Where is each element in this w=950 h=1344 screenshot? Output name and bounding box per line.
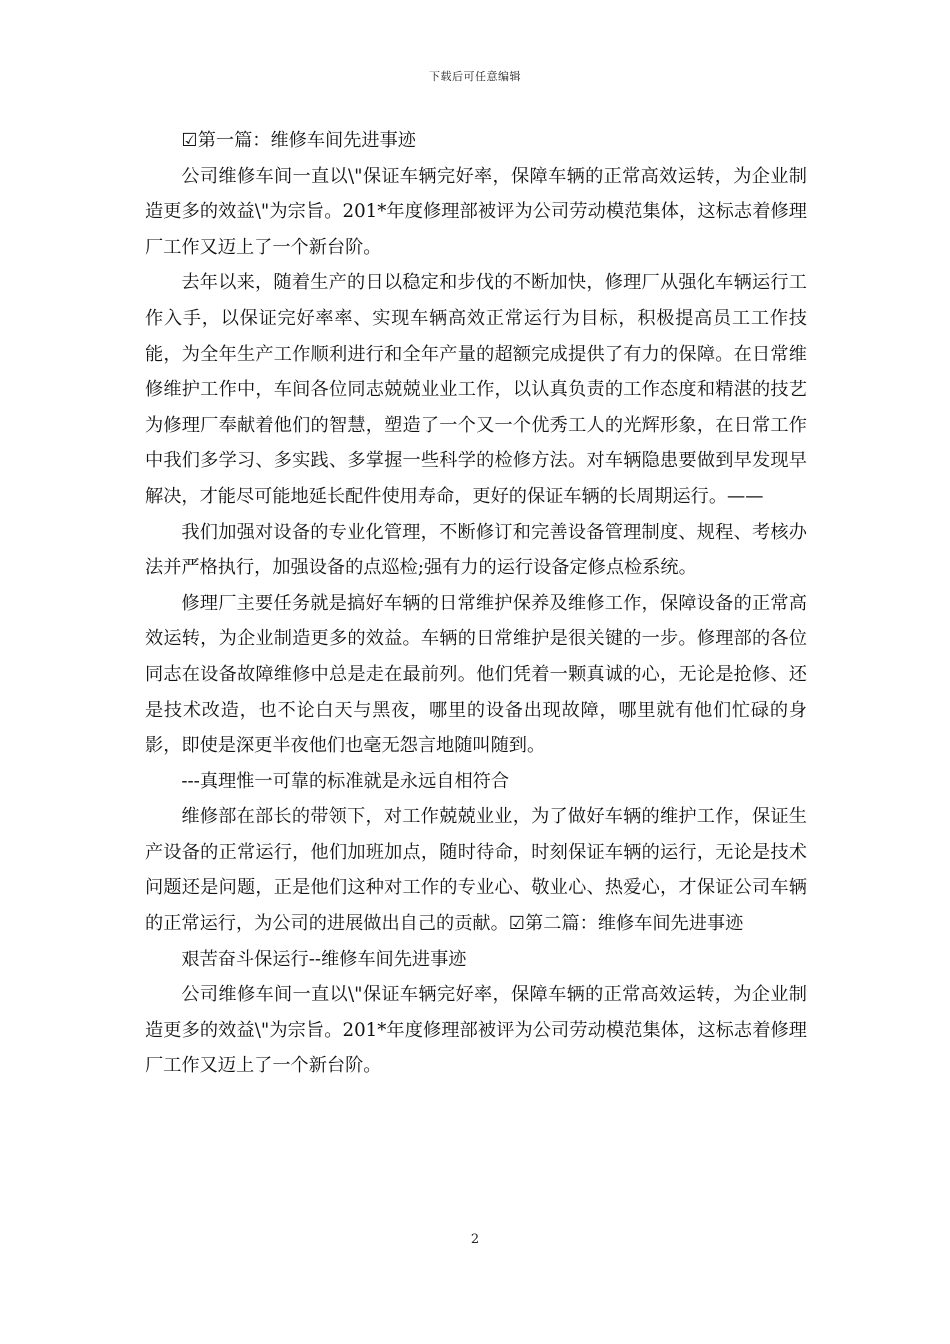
- paragraph: 修理厂主要任务就是搞好车辆的日常维护保养及维修工作，保障设备的正常高效运转，为企业制造更多的效益。车辆的日常维护是很关键的一步。修理部的各位同志在设备故障维修中总是走在最前列。他们凭着一颗真诚的心，无论是抢修、还是技术改造，也不论白天与黑夜，哪里的设备出现故障，哪里就有他们忙碌的身影，即使是深更半夜他们也毫无怨言地随叫随到。: [145, 592, 807, 757]
- paragraph: 维修部在部长的带领下，对工作兢兢业业，为了做好车辆的维护工作，保证生产设备的正常运行，他们加班加点，随时待命，时刻保证车辆的运行，无论是技术问题还是问题，正是他们这种对工作的专业心、敬业心、热爱心，才保证公司车辆的正常运行，为公司的进展做出自己的贡献。☑第二篇：维修车间先进事迹: [145, 806, 807, 935]
- paragraph: 去年以来，随着生产的日以稳定和步伐的不断加快，修理厂从强化车辆运行工作入手，以保证完好率率、实现车辆高效正常运行为目标，积极提高员工工作技能，为全年生产工作顺利进行和全年产量的超额完成提供了有力的保障。在日常维修维护工作中，车间各位同志兢兢业业工作，以认真负责的工作态度和精湛的技艺为修理厂奉献着他们的智慧，塑造了一个又一个优秀工人的光辉形象，在日常工作中我们多学习、多实践、多掌握一些科学的检修方法。对车辆隐患要做到早发现早解决，才能尽可能地延长配件使用寿命，更好的保证车辆的长周期运行。——: [145, 272, 807, 507]
- quote-line: ---真理惟一可靠的标准就是永远自相符合: [181, 770, 510, 792]
- page-number: 2: [470, 1232, 480, 1247]
- document-body: [145, 123, 807, 1084]
- section-title-1: ☑第一篇：维修车间先进事迹: [181, 130, 416, 151]
- page-header: 下载后可任意编辑: [429, 70, 521, 83]
- paragraph: 公司维修车间一直以\"保证车辆完好率，保障车辆的正常高效运转，为企业制造更多的效益\"为宗旨。201*年度修理部被评为公司劳动模范集体，这标志着修理厂工作又迈上了一个新台阶。: [145, 984, 807, 1077]
- paragraph: 公司维修车间一直以\"保证车辆完好率，保障车辆的正常高效运转，为企业制造更多的效益\"为宗旨。201*年度修理部被评为公司劳动模范集体，这标志着修理厂工作又迈上了一个新台阶。: [145, 165, 807, 258]
- section-subtitle: 艰苦奋斗保运行--维修车间先进事迹: [181, 948, 467, 970]
- paragraph: 我们加强对设备的专业化管理，不断修订和完善设备管理制度、规程、考核办法并严格执行，加强设备的点巡检;强有力的运行设备定修点检系统。: [145, 521, 807, 579]
